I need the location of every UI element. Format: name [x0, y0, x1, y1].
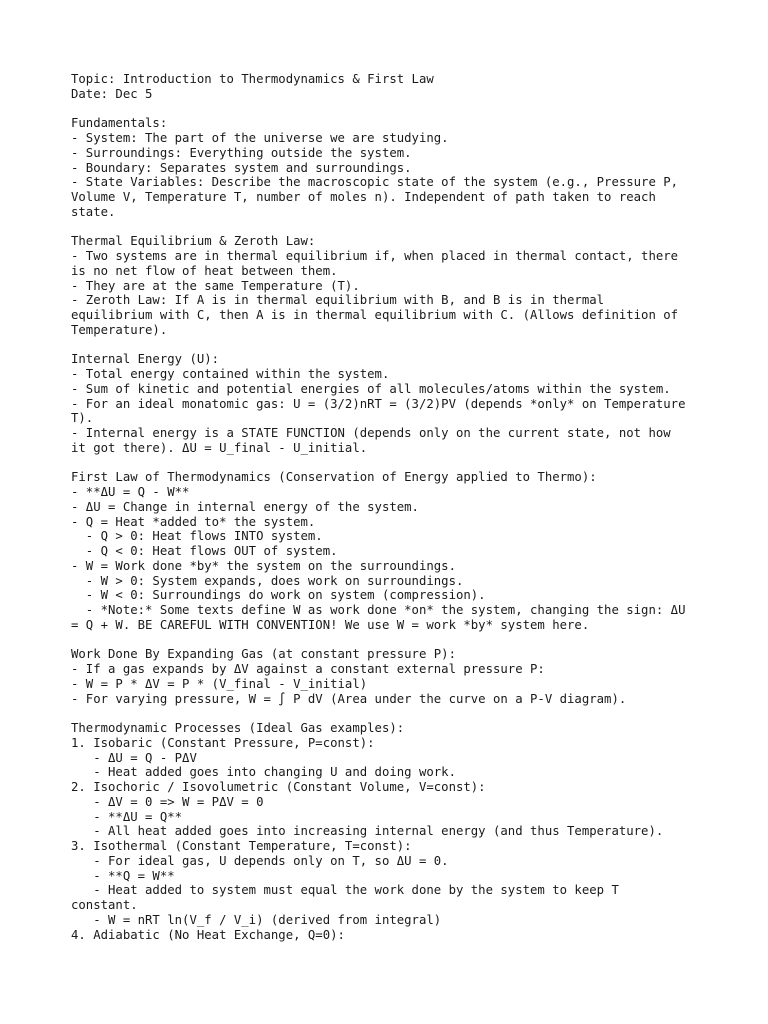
text-line: - Two systems are in thermal equilibrium if, when placed in thermal contact, there: [71, 249, 679, 263]
text-line: - State Variables: Describe the macroscopic state of the system (e.g., Pressure P,: [71, 175, 679, 190]
text-line: = Q + W. BE CAREFUL WITH CONVENTION! We use W = work *by* system here.: [71, 617, 590, 632]
text-line: 1. Isobaric (Constant Pressure, P=const):: [71, 735, 375, 750]
blank-line: [71, 338, 711, 353]
text-line: Topic: Introduction to Thermodynamics & First Law: [71, 72, 434, 86]
text-line: - W < 0: Surroundings do work on system (compression).: [71, 588, 486, 603]
text-line: - W > 0: System expands, does work on surroundings.: [71, 573, 464, 588]
text-line: 3. Isothermal (Constant Temperature, T=const):: [71, 839, 412, 853]
text-line: - All heat added goes into increasing internal energy (and thus Temperature).: [71, 824, 664, 839]
text-line: Date: Dec 5: [71, 86, 153, 101]
text-line: - Zeroth Law: If A is in thermal equilibrium with B, and B is in thermal: [71, 293, 605, 308]
text-line: - Heat added to system must equal the work done by the system to keep T: [71, 883, 619, 898]
text-line: - For ideal gas, U depends only on T, so ΔU = 0.: [71, 853, 449, 868]
text-line: - **Q = W**: [71, 868, 175, 883]
text-line: Temperature).: [71, 322, 168, 337]
text-line: - ΔU = Change in internal energy of the system.: [71, 499, 419, 514]
text-line: - Sum of kinetic and potential energies of all molecules/atoms within the system.: [71, 381, 671, 396]
text-line: - Q = Heat *added to* the system.: [71, 514, 316, 529]
blank-line: [71, 102, 711, 117]
text-line: - **ΔU = Q - W**: [71, 485, 190, 499]
blank-line: [71, 456, 711, 471]
text-line: Internal Energy (U):: [71, 352, 220, 367]
text-line: 4. Adiabatic (No Heat Exchange, Q=0):: [71, 927, 345, 942]
text-line: constant.: [71, 898, 138, 912]
text-line: is no net flow of heat between them.: [71, 263, 338, 278]
text-line: Work Done By Expanding Gas (at constant pressure P):: [71, 647, 456, 662]
text-line: - For an ideal monatomic gas: U = (3/2)nRT = (3/2)PV (depends *only* on Temperature: [71, 396, 686, 411]
text-line: state.: [71, 204, 116, 219]
text-line: - **ΔU = Q**: [71, 809, 183, 824]
text-line: - For varying pressure, W = ∫ P dV (Area under the curve on a P-V diagram).: [71, 691, 627, 706]
text-line: - Q > 0: Heat flows INTO system.: [71, 529, 323, 544]
text-line: First Law of Thermodynamics (Conservation of Energy applied to Thermo):: [71, 470, 597, 485]
text-line: - ΔU = Q - PΔV: [71, 750, 197, 765]
text-line: - They are at the same Temperature (T).: [71, 278, 360, 293]
text-line: T).: [71, 411, 94, 426]
text-line: Thermal Equilibrium & Zeroth Law:: [71, 234, 316, 249]
text-line: Thermodynamic Processes (Ideal Gas examples):: [71, 721, 405, 735]
notes-document: [71, 72, 711, 942]
text-line: - Internal energy is a STATE FUNCTION (depends only on the current state, not how: [71, 426, 671, 440]
blank-line: [71, 706, 711, 721]
text-line: 2. Isochoric / Isovolumetric (Constant Volume, V=const):: [71, 780, 486, 794]
text-line: - W = Work done *by* the system on the surroundings.: [71, 558, 456, 573]
text-line: equilibrium with C, then A is in thermal equilibrium with C. (Allows definition of: [71, 308, 679, 322]
text-line: - Surroundings: Everything outside the system.: [71, 145, 412, 160]
blank-line: [71, 220, 711, 235]
blank-line: [71, 633, 711, 648]
text-line: - Heat added goes into changing U and doing work.: [71, 765, 456, 780]
text-line: - System: The part of the universe we are studying.: [71, 131, 449, 145]
text-line: - ΔV = 0 => W = PΔV = 0: [71, 794, 264, 809]
text-line: - If a gas expands by ΔV against a constant external pressure P:: [71, 662, 545, 676]
text-line: Fundamentals:: [71, 116, 168, 131]
text-line: Volume V, Temperature T, number of moles n). Independent of path taken to reach: [71, 190, 656, 204]
text-line: - W = P * ΔV = P * (V_final - V_initial): [71, 676, 368, 691]
text-line: - Boundary: Separates system and surroundings.: [71, 160, 412, 175]
text-line: - Total energy contained within the system.: [71, 367, 390, 381]
text-line: - W = nRT ln(V_f / V_i) (derived from integral): [71, 912, 442, 927]
text-line: it got there). ΔU = U_final - U_initial.: [71, 440, 368, 455]
text-line: - *Note:* Some texts define W as work done *on* the system, changing the sign: ΔU: [71, 603, 686, 617]
text-line: - Q < 0: Heat flows OUT of system.: [71, 544, 338, 558]
